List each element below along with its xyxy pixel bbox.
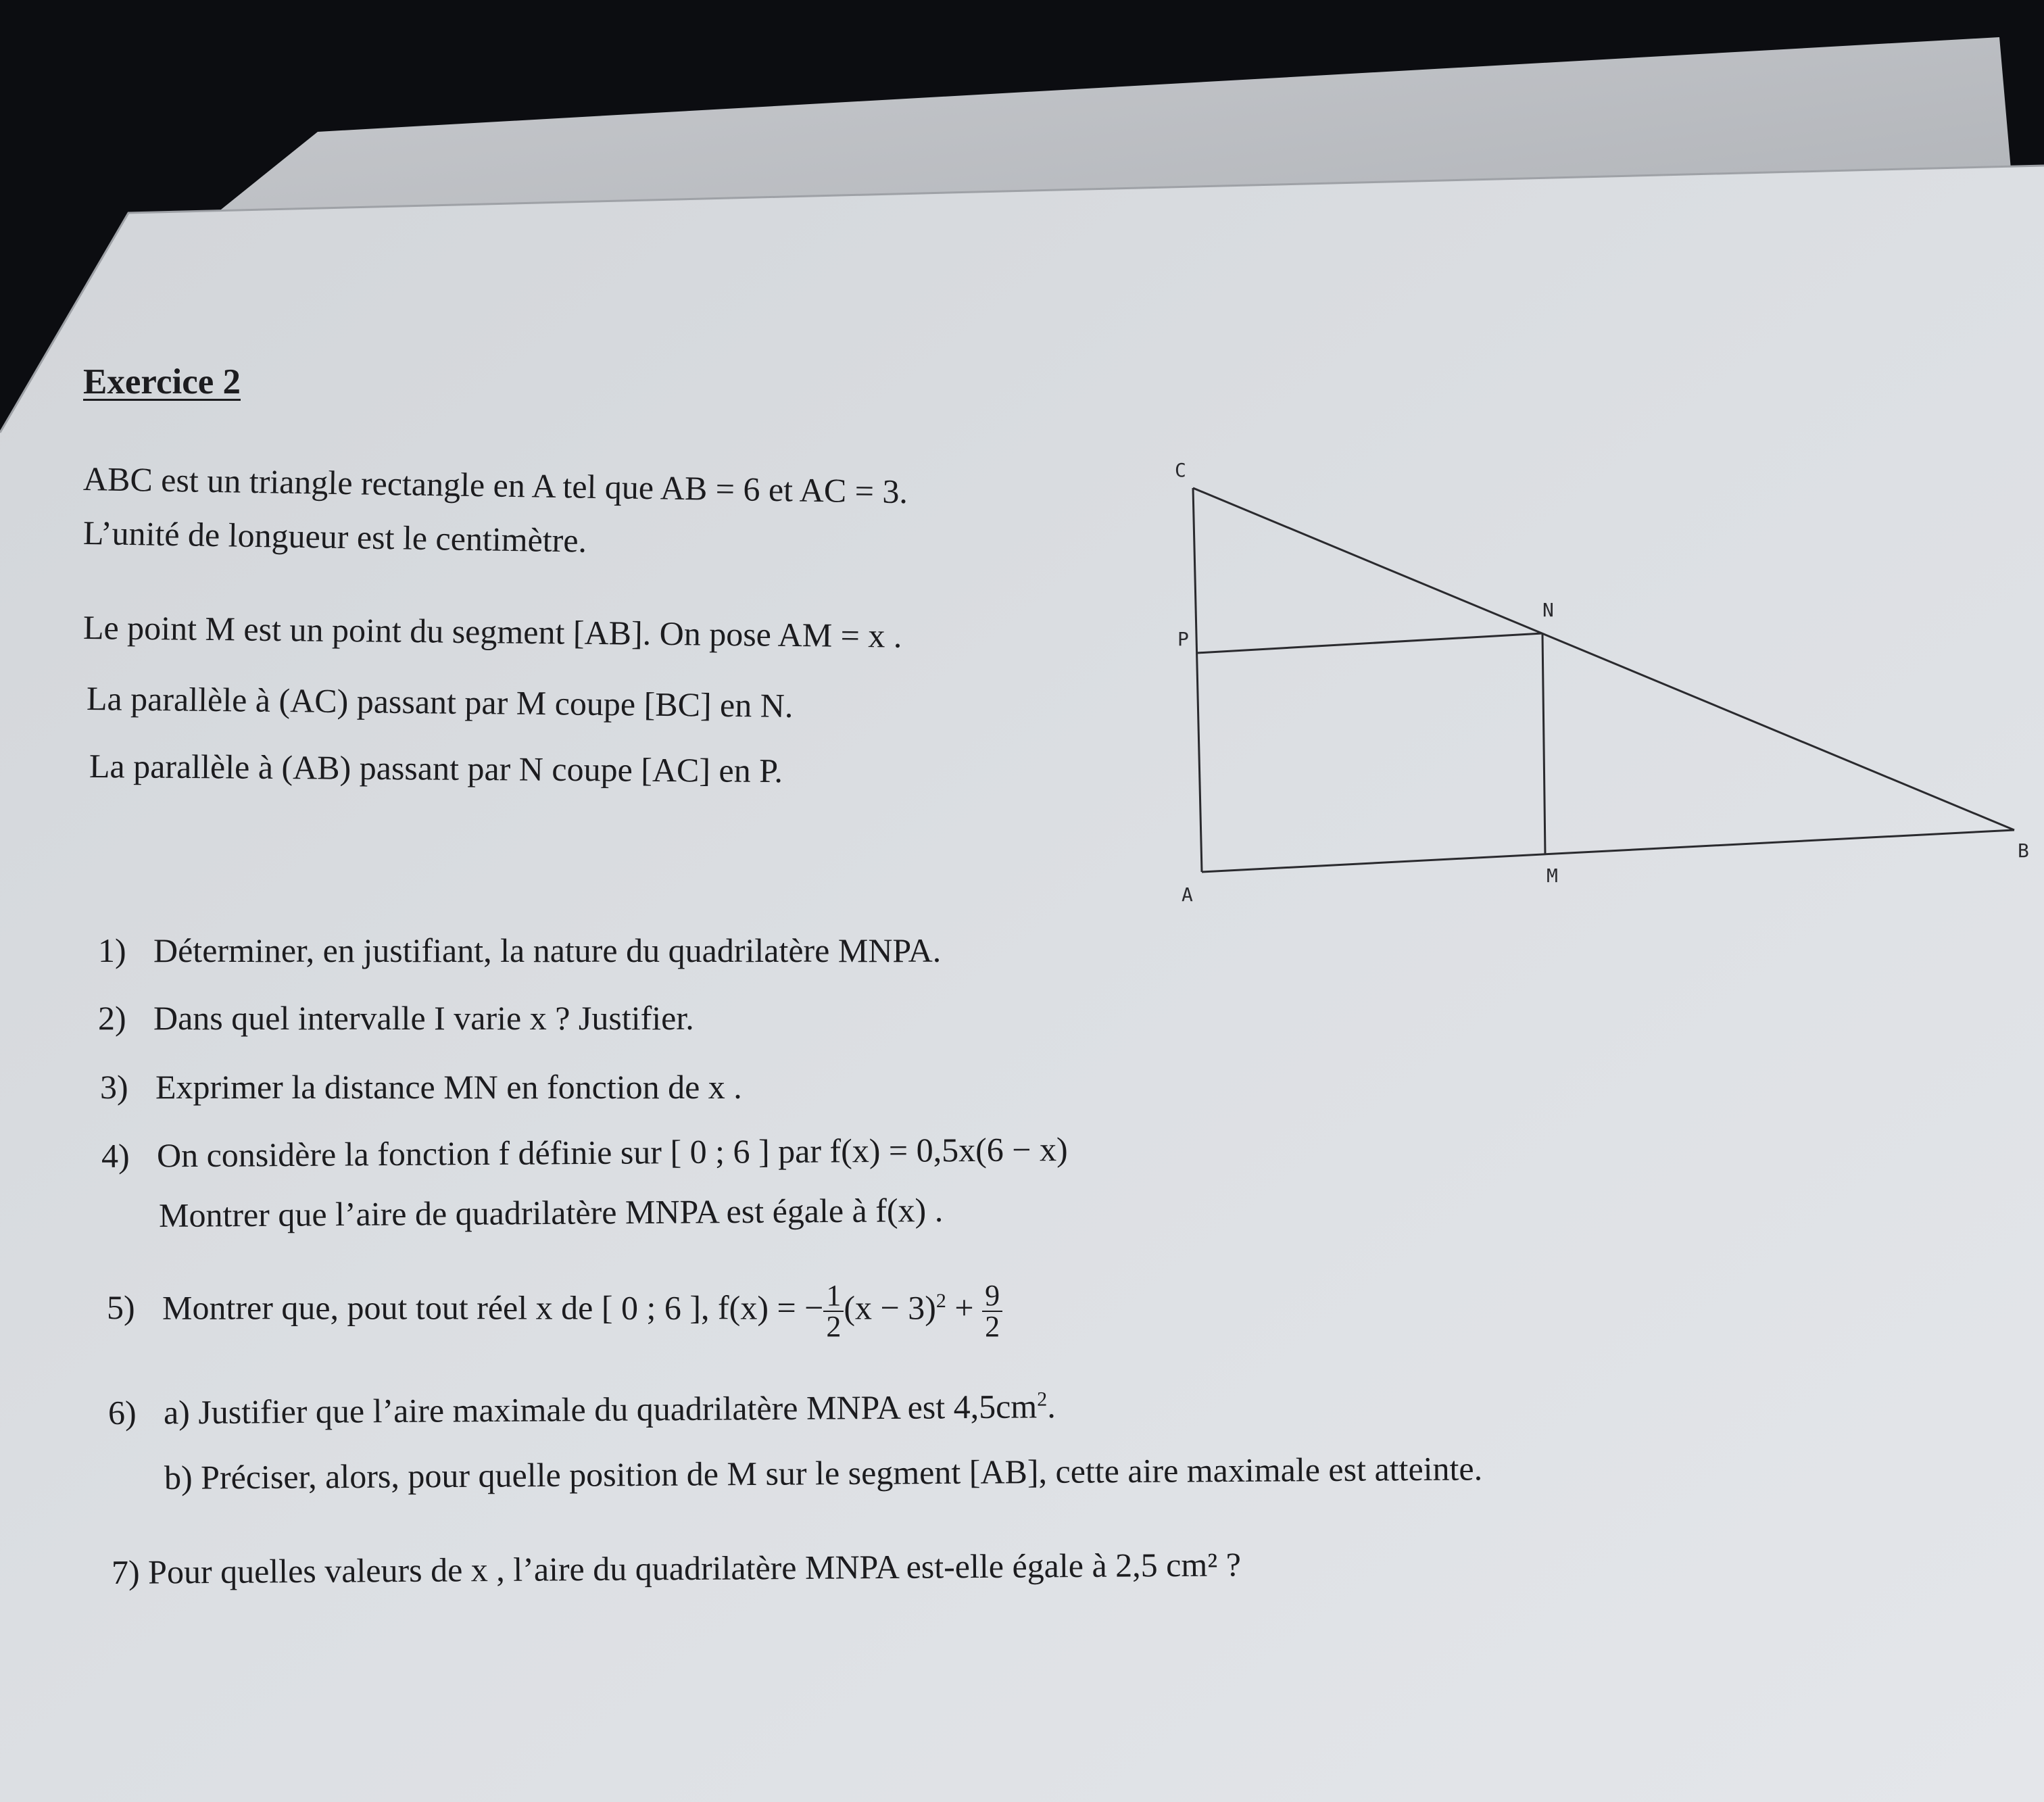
exponent: 2 xyxy=(1037,1388,1048,1411)
fraction-numerator: 1 xyxy=(826,1279,842,1312)
intro-line-2: L’unité de longueur est le centimètre. xyxy=(82,514,587,560)
exponent: 2 xyxy=(935,1289,946,1312)
question-1 xyxy=(98,931,941,971)
plus-sign: + xyxy=(946,1288,983,1327)
question-number: 6) xyxy=(107,1393,137,1432)
question-text: Exprimer la distance MN en fonction de x . xyxy=(155,1068,742,1106)
question-3 xyxy=(100,1068,742,1107)
fraction-denominator: 2 xyxy=(823,1311,844,1342)
question-number: 5) xyxy=(107,1288,135,1327)
label-b: B xyxy=(2018,839,2029,862)
fraction-denominator: 2 xyxy=(982,1311,1002,1342)
question-4 xyxy=(101,1130,1068,1175)
intro-line-3: Le point M est un point du segment [AB]. On pose AM = x . xyxy=(82,608,902,655)
question-number: 4) xyxy=(101,1136,130,1175)
question-text: Dans quel intervalle I varie x ? Justifier. xyxy=(153,999,694,1037)
question-number: 2) xyxy=(98,999,126,1037)
fraction-numerator: 9 xyxy=(985,1279,1000,1312)
question-text: Montrer que, pout tout réel x de [ 0 ; 6 ], f(x) = − xyxy=(162,1288,824,1327)
label-a: A xyxy=(1182,883,1193,906)
question-6a-text: a) Justifier que l’aire maximale du quadrilatère MNPA est 4,5cm xyxy=(163,1387,1038,1432)
question-7: 7) Pour quelles valeurs de x , l’aire du quadrilatère MNPA est-elle égale à 2,5 cm² ? xyxy=(111,1545,1242,1591)
intro-line-5: La parallèle à (AB) passant par N coupe [AC] en P. xyxy=(89,747,783,790)
label-n: N xyxy=(1542,599,1554,621)
label-c: C xyxy=(1175,459,1186,481)
question-5 xyxy=(107,1281,1002,1342)
label-p: P xyxy=(1177,628,1189,650)
intro-line-4: La parallèle à (AC) passant par M coupe [BC] en N. xyxy=(86,679,794,725)
question-2 xyxy=(98,999,694,1038)
label-m: M xyxy=(1547,865,1558,887)
exercise-title: Exercice 2 xyxy=(83,362,241,401)
question-text: Déterminer, en justifiant, la nature du quadrilatère MNPA. xyxy=(153,931,942,969)
question-6b: b) Préciser, alors, pour quelle position de M sur le segment [AB], cette aire maximale est atteinte. xyxy=(164,1449,1483,1496)
fraction-one-half xyxy=(823,1281,844,1342)
question-text: On considère la fonction f définie sur [ 0 ; 6 ] par f(x) = 0,5x(6 − x) xyxy=(156,1130,1068,1175)
period: . xyxy=(1047,1387,1056,1426)
question-number: 3) xyxy=(100,1068,128,1106)
question-number: 1) xyxy=(98,931,126,969)
fraction-nine-half xyxy=(982,1281,1002,1342)
intro-line-1: ABC est un triangle rectangle en A tel que AB = 6 et AC = 3. xyxy=(82,460,908,511)
question-4-line-2: Montrer que l’aire de quadrilatère MNPA est égale à f(x) . xyxy=(158,1190,944,1234)
question-text-mid: (x − 3) xyxy=(844,1288,936,1327)
question-6 xyxy=(108,1387,1056,1432)
